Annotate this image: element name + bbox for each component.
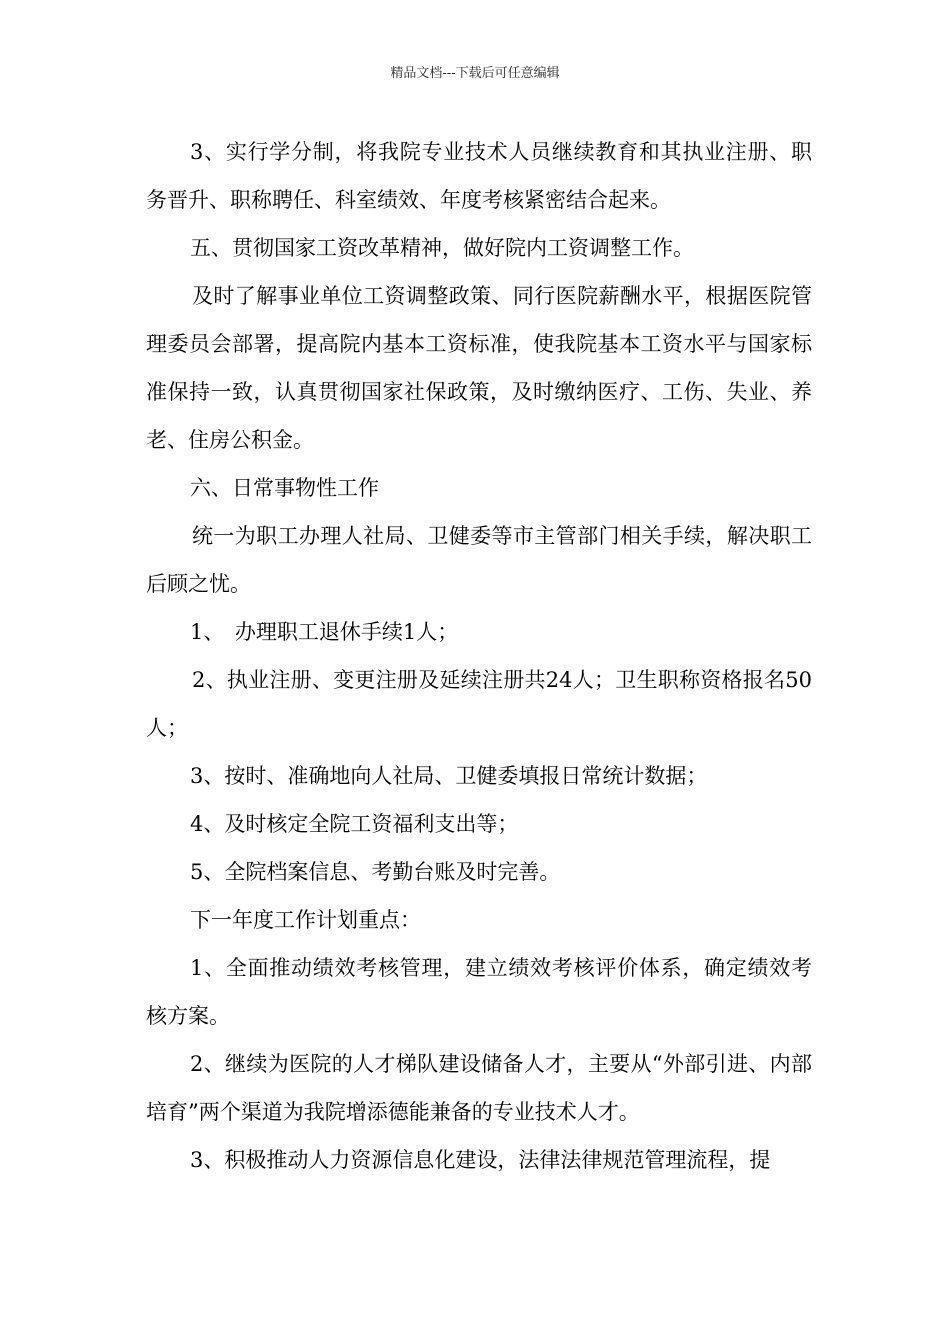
plan-item-informatization: 3、积极推动人力资源信息化建设，法律法律规范管理流程，提 bbox=[190, 1148, 771, 1172]
document-body bbox=[146, 128, 812, 1184]
page-header: 精品文档---下载后可任意编辑 bbox=[390, 66, 560, 81]
list-item-registration: 2、执业注册、变更注册及延续注册共24人；卫生职称资格报名50人； bbox=[146, 668, 812, 740]
section-heading-daily-work: 六、日常事物性工作 bbox=[190, 476, 379, 500]
paragraph-credit-system: 3、实行学分制，将我院专业技术人员继续教育和其执业注册、职务晋升、职称聘任、科室绩效、年度考核紧密结合起来。 bbox=[146, 140, 812, 212]
section-heading-next-year-plan: 下一年度工作计划重点： bbox=[190, 908, 421, 932]
paragraph-wage-adjustment: 及时了解事业单位工资调整政策、同行医院薪酬水平，根据医院管理委员会部署，提高院内基本工资标准，使我院基本工资水平与国家标准保持一致，认真贯彻国家社保政策，及时缴纳医疗、工伤、失业、养老、住房公积金。 bbox=[146, 284, 812, 452]
paragraph-procedures: 统一为职工办理人社局、卫健委等市主管部门相关手续，解决职工后顾之忧。 bbox=[146, 524, 812, 596]
plan-item-talent: 2、继续为医院的人才梯队建设储备人才，主要从“外部引进、内部培育”两个渠道为我院增添德能兼备的专业技术人才。 bbox=[146, 1052, 812, 1124]
list-item-wage-review: 4、及时核定全院工资福利支出等； bbox=[190, 812, 519, 836]
list-item-retirement: 1、 办理职工退休手续1人； bbox=[190, 620, 459, 644]
list-item-archives: 5、全院档案信息、考勤台账及时完善。 bbox=[190, 860, 561, 884]
section-heading-wage-reform: 五、贯彻国家工资改革精神，做好院内工资调整工作。 bbox=[190, 236, 694, 260]
list-item-statistics: 3、按时、准确地向人社局、卫健委填报日常统计数据； bbox=[190, 764, 708, 788]
plan-item-performance: 1、全面推动绩效考核管理，建立绩效考核评价体系，确定绩效考核方案。 bbox=[146, 956, 812, 1028]
